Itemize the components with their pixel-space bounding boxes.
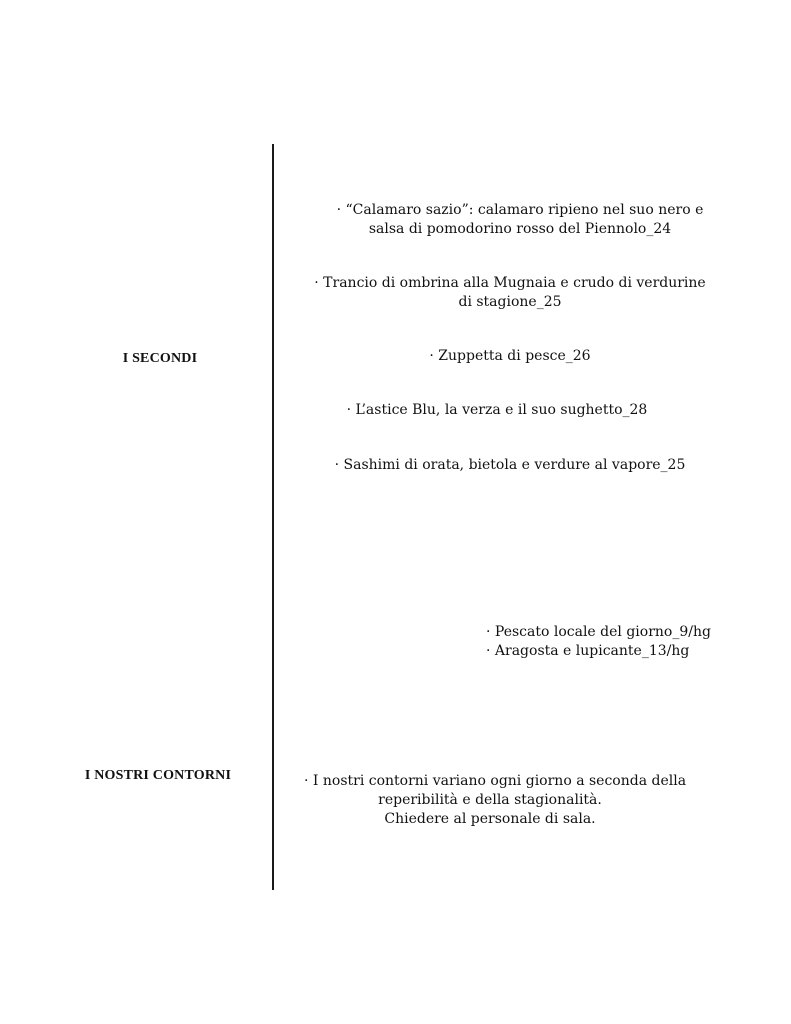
menu-item-sashimi [300,456,720,475]
section-title-secondi: I SECONDI [122,351,198,366]
menu-item-calamaro [310,201,730,239]
contorni-note-line: Chiedere al personale di sala. [384,811,596,827]
market-price-list [486,623,711,661]
contorni-note-line: reperibilità e della stagionalità. [378,792,602,808]
menu-item-astice [287,401,707,420]
market-item-aragosta: · Aragosta e lupicante_13/hg [486,643,690,659]
contorni-note-line: · I nostri contorni variano ogni giorno a seconda della [304,773,687,789]
section-title-contorni: I NOSTRI CONTORNI [84,768,232,783]
menu-item-ombrina [300,274,720,312]
contorni-note [280,772,700,829]
menu-item-line: di stagione_25 [458,294,562,310]
menu-item-line: · L’astice Blu, la verza e il suo sughetto_28 [346,402,648,418]
menu-item-line: · Trancio di ombrina alla Mugnaia e crudo di verdurine [314,275,706,291]
menu-item-line: · Zuppetta di pesce_26 [429,348,591,364]
menu-item-line: salsa di pomodorino rosso del Piennolo_24 [368,221,672,237]
market-item-pescato: · Pescato locale del giorno_9/hg [486,624,711,640]
menu-item-line: · Sashimi di orata, bietola e verdure al vapore_25 [334,457,686,473]
menu-item-line: · “Calamaro sazio”: calamaro ripieno nel suo nero e [336,202,704,218]
menu-item-zuppetta [300,347,720,366]
